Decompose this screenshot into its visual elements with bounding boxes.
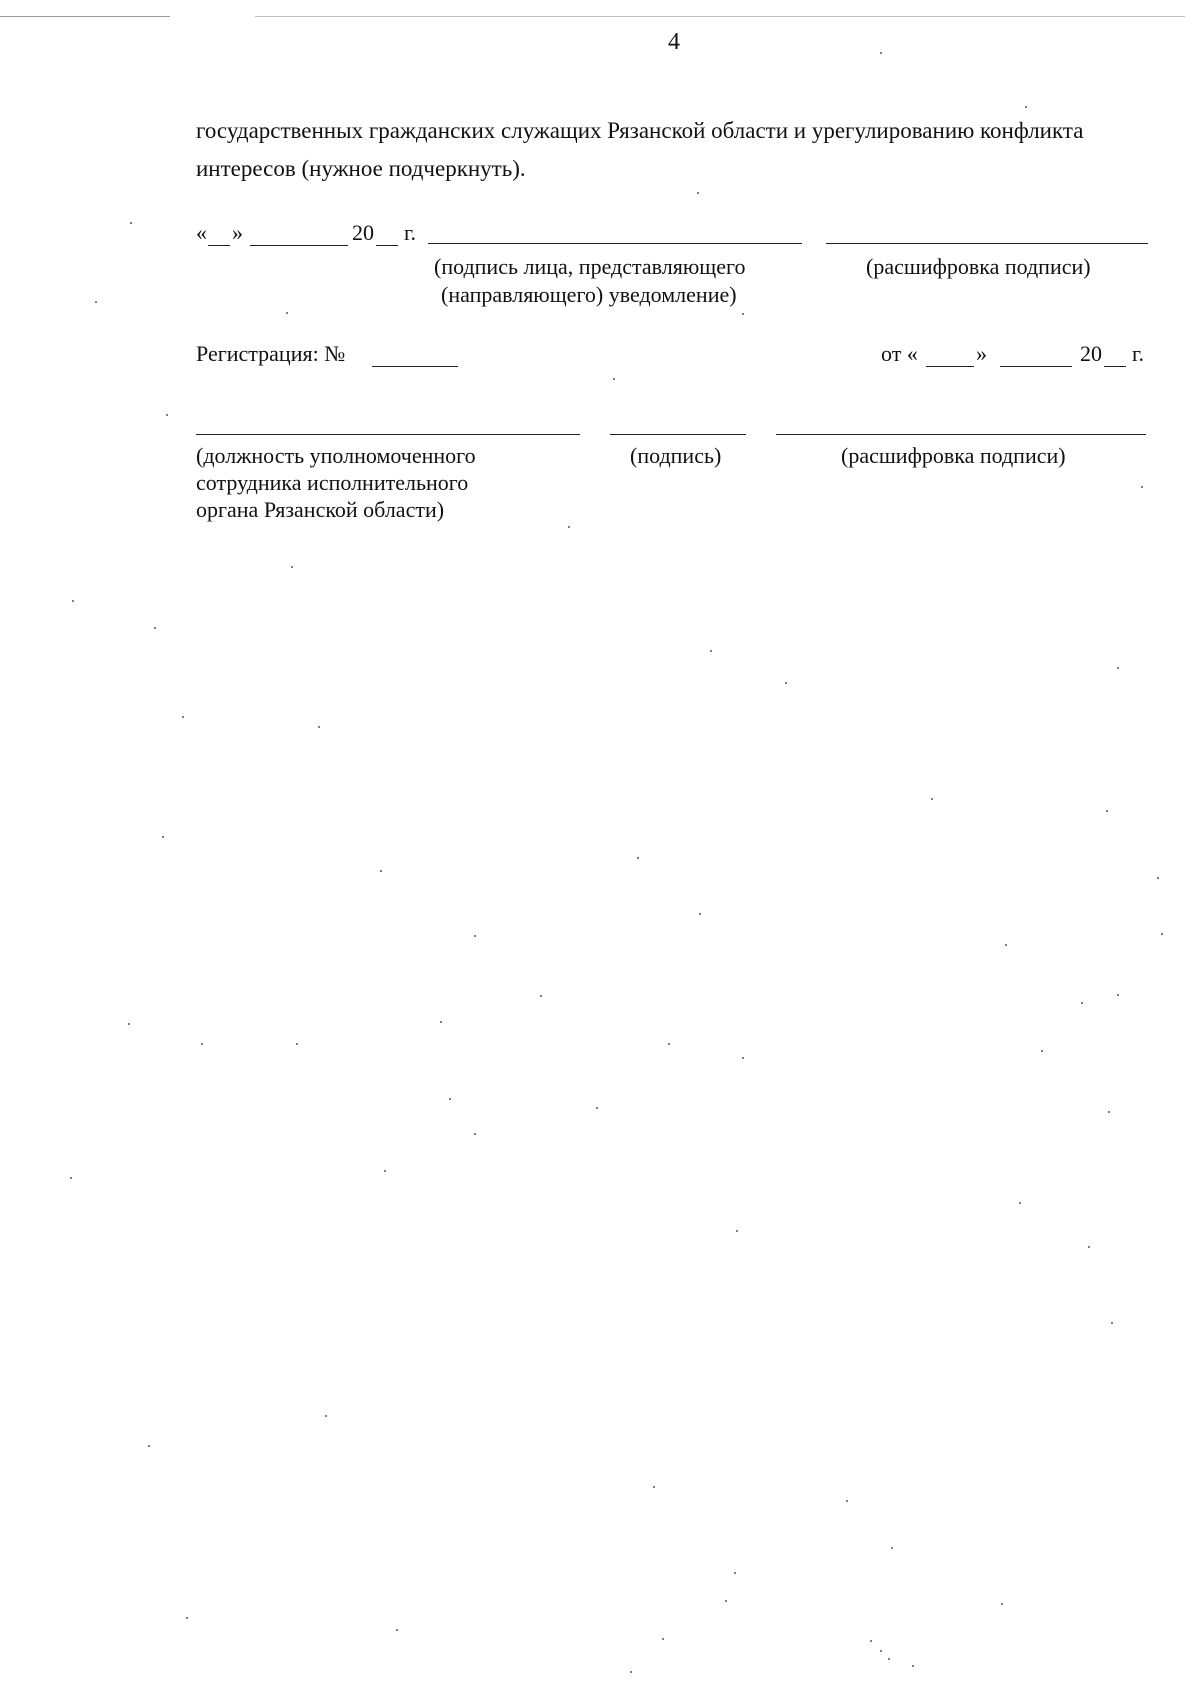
- scan-speck: [1157, 877, 1159, 879]
- date-close-quote: »: [232, 220, 243, 245]
- scan-speck: [166, 414, 168, 416]
- scan-speck: [1088, 1246, 1090, 1248]
- scan-speck: [72, 600, 74, 602]
- scan-speck: [318, 726, 320, 728]
- scan-speck: [384, 1170, 386, 1172]
- scan-speck: [725, 1600, 727, 1602]
- registration-label: Регистрация: №: [196, 341, 346, 366]
- official-signature-line: [610, 434, 746, 435]
- official-decoding-caption: (расшифровка подписи): [841, 443, 1066, 468]
- scan-speck: [182, 716, 184, 718]
- scan-speck: [568, 526, 570, 528]
- scan-speck: [846, 1500, 848, 1502]
- scan-speck: [1106, 810, 1108, 812]
- registration-month-line: [1000, 366, 1072, 367]
- scan-speck: [880, 52, 882, 54]
- registration-year-prefix: 20: [1080, 341, 1102, 366]
- scan-speck: [637, 857, 639, 859]
- scan-speck: [380, 870, 382, 872]
- scan-speck: [130, 222, 132, 224]
- scan-speck: [931, 798, 933, 800]
- registration-number-line: [372, 366, 458, 367]
- scan-speck: [540, 995, 542, 997]
- signature-caption-line-2: (направляющего) уведомление): [441, 282, 737, 307]
- scan-speck: [697, 192, 699, 194]
- position-caption-line-1: (должность уполномоченного: [196, 443, 476, 468]
- scan-speck: [891, 1547, 893, 1549]
- decoding-line: [826, 243, 1148, 244]
- month-blank-line: [250, 245, 348, 246]
- scan-speck: [291, 566, 293, 568]
- scan-speck: [440, 1021, 442, 1023]
- date-open-quote: «: [196, 220, 207, 245]
- scan-speck: [449, 1098, 451, 1100]
- scan-speck: [1141, 486, 1143, 488]
- scan-speck: [630, 1671, 632, 1673]
- scan-speck: [70, 1177, 72, 1179]
- page-number: 4: [668, 29, 680, 55]
- scan-speck: [474, 1133, 476, 1135]
- scan-speck: [912, 1665, 914, 1667]
- scan-speck: [1117, 994, 1119, 996]
- scan-edge-right: [255, 16, 1185, 17]
- scan-speck: [742, 313, 744, 315]
- position-caption-line-2: сотрудника исполнительного: [196, 470, 469, 495]
- scan-speck: [1111, 1322, 1113, 1324]
- scan-speck: [201, 1043, 203, 1045]
- scan-speck: [1108, 1111, 1110, 1113]
- scan-speck: [880, 1650, 882, 1652]
- signature-line: [428, 243, 802, 244]
- scan-speck: [596, 1107, 598, 1109]
- scan-speck: [1041, 1050, 1043, 1052]
- scan-speck: [286, 312, 288, 314]
- decoding-caption: (расшифровка подписи): [866, 254, 1091, 279]
- scan-speck: [736, 1230, 738, 1232]
- scan-speck: [710, 650, 712, 652]
- scan-speck: [396, 1629, 398, 1631]
- scan-speck: [154, 627, 156, 629]
- scan-speck: [653, 1486, 655, 1488]
- official-signature-caption: (подпись): [630, 443, 722, 468]
- position-caption-line-3: органа Рязанской области): [196, 497, 445, 522]
- scan-speck: [888, 1658, 890, 1660]
- year-blank-line: [376, 245, 398, 246]
- scan-speck: [474, 935, 476, 937]
- year-prefix: 20: [352, 220, 374, 245]
- scan-speck: [742, 1057, 744, 1059]
- position-line: [196, 434, 580, 435]
- scan-speck: [128, 1023, 130, 1025]
- scan-speck: [1161, 933, 1163, 935]
- scan-speck: [1025, 106, 1027, 108]
- scan-speck: [1117, 667, 1119, 669]
- scan-speck: [734, 1572, 736, 1574]
- registration-year-line: [1104, 366, 1126, 367]
- scan-speck: [662, 1638, 664, 1640]
- registration-close-quote: »: [976, 341, 987, 366]
- scan-speck: [1019, 1202, 1021, 1204]
- scan-edge-left: [0, 16, 170, 17]
- registration-from-prefix: от «: [881, 341, 918, 366]
- paragraph-line-2: интересов (нужное подчеркнуть).: [196, 156, 526, 181]
- paragraph-line-1: государственных гражданских служащих Рязанской области и урегулированию конфликта: [196, 118, 1084, 143]
- scan-speck: [95, 301, 97, 303]
- registration-year-suffix: г.: [1132, 341, 1145, 366]
- registration-day-line: [926, 366, 974, 367]
- scan-speck: [1005, 944, 1007, 946]
- scan-speck: [296, 1043, 298, 1045]
- scan-speck: [1081, 1002, 1083, 1004]
- scan-speck: [613, 378, 615, 380]
- year-suffix: г.: [404, 220, 417, 245]
- scan-speck: [870, 1640, 872, 1642]
- day-blank-line: [208, 245, 230, 246]
- signature-caption-line-1: (подпись лица, представляющего: [434, 254, 746, 279]
- scan-speck: [148, 1445, 150, 1447]
- scan-speck: [186, 1617, 188, 1619]
- scan-speck: [1001, 1603, 1003, 1605]
- scan-speck: [162, 836, 164, 838]
- official-decoding-line: [776, 434, 1146, 435]
- scan-speck: [785, 682, 787, 684]
- scan-speck: [668, 1043, 670, 1045]
- scan-speck: [325, 1415, 327, 1417]
- scan-speck: [699, 913, 701, 915]
